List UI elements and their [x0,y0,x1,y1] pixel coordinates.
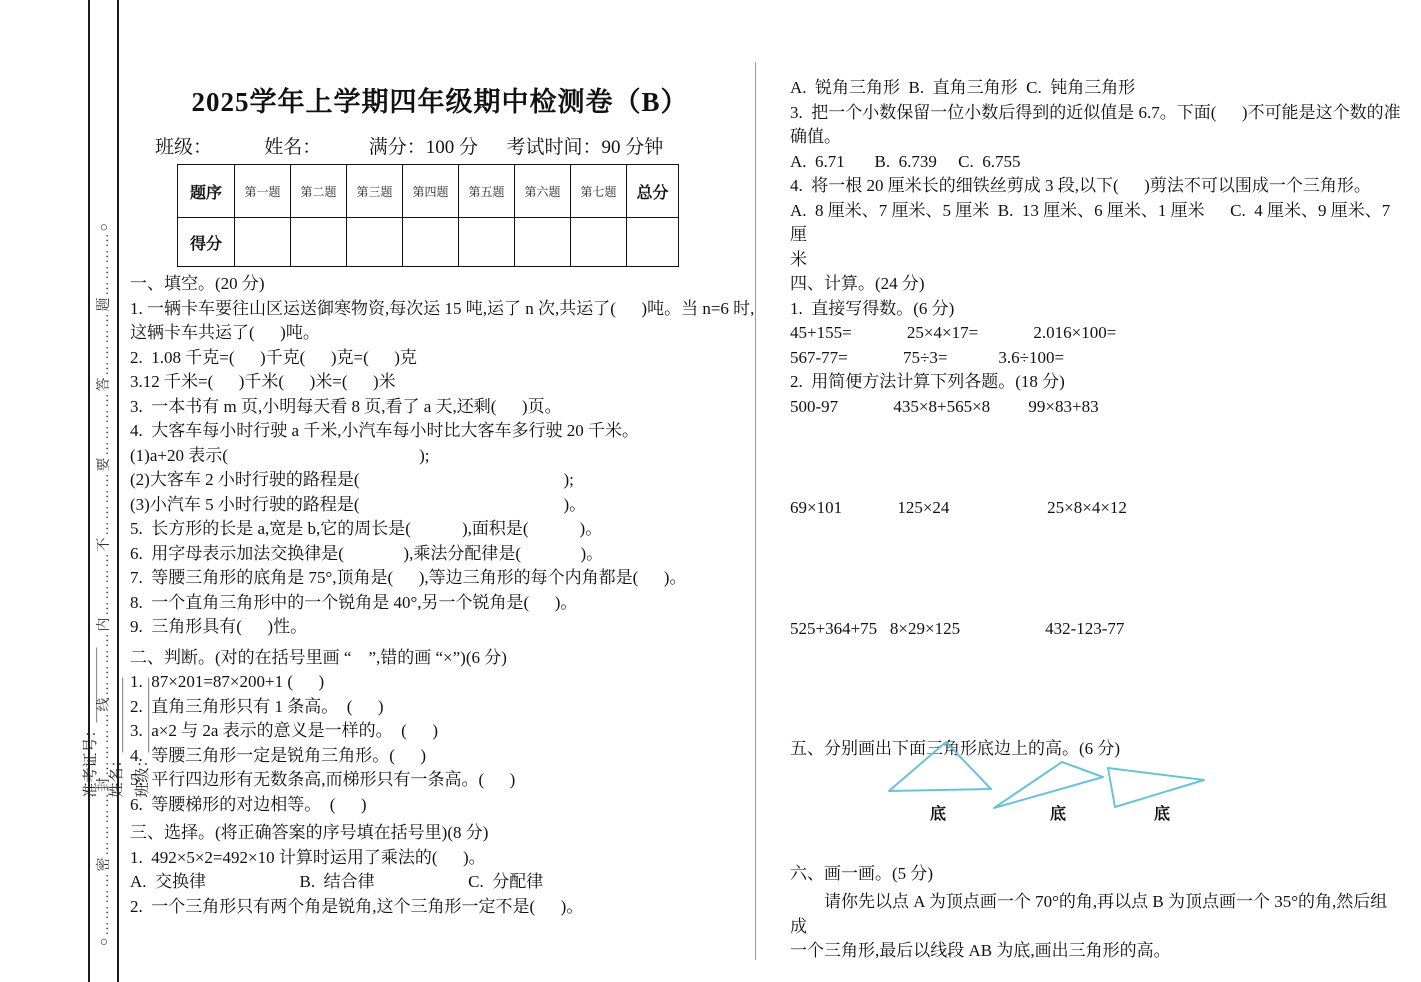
header-info-line: 班级： 姓名： 满分：100 分 考试时间：90 分钟 [155,137,664,158]
choice-options-line: A. 交换律 B. 结合律 C. 分配律 [130,872,544,891]
score-table-cell-q4: 第四题 [403,165,459,218]
score-table-cell-tixu: 题序 [178,165,235,218]
triangle-base-label: 底 [1050,806,1067,823]
exam-text-line: (1)a+20 表示( ); [130,445,430,465]
exam-text-line: 2. 用简便方法计算下列各题。(18 分) [790,372,1065,391]
score-table-header-row [178,165,679,218]
score-cell-empty [459,218,515,267]
exam-text-line: 3. 把一个小数保留一位小数后得到的近似值是 6.7。下面( )不可能是这个数的准 [790,102,1401,122]
triangle-base-label: 底 [930,806,947,823]
score-table-cell-q6: 第六题 [515,165,571,218]
seal-border-line-left [88,0,90,982]
exam-text-line: 3.12 千米=( )千米( )米=( )米 [130,372,396,391]
page-title: 2025学年上学期四年级期中检测卷（B） [191,87,689,117]
score-cell-empty [403,218,459,267]
score-table-cell-q1: 第一题 [235,165,291,218]
choice-options-line: A. 锐角三角形 B. 直角三角形 C. 钝角三角形 [790,78,1136,97]
exam-text-line: 5. 平行四边形有无数条高,而梯形只有一条高。( ) [130,770,516,789]
score-cell-empty [291,218,347,267]
calculation-row: 567-77= 75÷3= 3.6÷100= [790,347,1065,367]
choice-options-line: A. 8 厘米、7 厘米、5 厘米 B. 13 厘米、6 厘米、1 厘米 C. 4 厘米、9 厘米、7 厘 [790,200,1395,244]
score-cell-empty [627,218,679,267]
exam-text-line: 3. a×2 与 2a 表示的意义是一样的。 ( ) [130,721,438,740]
exam-text-line: (2)大客车 2 小时行驶的路程是( ); [130,470,574,489]
exam-text-line: 6. 用字母表示加法交换律是( ),乘法分配律是( )。 [130,543,604,563]
exam-text-line: 8. 一个直角三角形中的一个锐角是 40°,另一个锐角是( )。 [130,592,578,612]
left-column [130,272,758,919]
class-field-label: 班级：＿＿＿＿＿ [135,677,151,798]
exam-text-line: 4. 等腰三角形一定是锐角三角形。( ) [130,745,427,765]
triangle-base-label: 底 [1154,806,1171,823]
exam-text-line: 4. 将一根 20 厘米长的细铁丝剪成 3 段,以下( )剪法不可以围成一个三角形。 [790,176,1371,195]
exam-text-line: 米 [790,249,807,269]
exam-text-line: 2. 1.08 千克=( )千克( )克=( )克 [130,347,417,367]
calculation-row: 525+364+75 8×29×125 432-123-77 [790,618,1125,638]
triangles-figure [848,724,1298,824]
score-table-cell-defen: 得分 [178,218,235,267]
triangle-2 [994,762,1103,808]
exam-text-line: 1. 一辆卡车要往山区运送御寒物资,每次运 15 吨,运了 n 次,共运了( )吨。当 n=6 时, [130,298,755,318]
student-name-field-label: 姓名：＿＿＿＿＿ [109,677,125,798]
exam-text-line: 3. 一本书有 m 页,小明每天看 8 页,看了 a 天,还剩( )页。 [130,396,562,416]
exam-text-line: 1. 直接写得数。(6 分) [790,298,955,318]
section-heading-multiple-choice: 三、选择。(将正确答案的序号填在括号里)(8 分) [130,823,489,842]
triangle-3 [1108,768,1204,807]
exam-text-line: 7. 等腰三角形的底角是 75°,顶角是( ),等边三角形的每个内角都是( )。 [130,568,687,587]
exam-id-field-label: 准考证号：＿＿＿＿＿ [83,647,99,798]
score-table-cell-q7: 第七题 [571,165,627,218]
section-heading-true-false: 二、判断。(对的在括号里画 “ ”,错的画 “×”)(6 分) [130,647,507,667]
right-column [790,76,1404,964]
choice-options-line: A. 6.71 B. 6.739 C. 6.755 [790,151,1021,171]
score-cell-empty [347,218,403,267]
score-table-cell-q2: 第二题 [291,165,347,218]
score-cell-empty [235,218,291,267]
triangle-1 [889,742,991,791]
score-cell-empty [571,218,627,267]
score-table-cell-q5: 第五题 [459,165,515,218]
exam-text-line: 4. 大客车每小时行驶 a 千米,小汽车每小时比大客车多行驶 20 千米。 [130,421,640,440]
score-table-cell-total: 总分 [627,165,679,218]
section-heading-draw: 六、画一画。(5 分) [790,863,934,883]
exam-text-line: 2. 一个三角形只有两个角是锐角,这个三角形一定不是( )。 [130,896,584,916]
exam-text-line: 确值。 [790,127,841,146]
score-table [177,164,679,267]
exam-text-line: 一个三角形,最后以线段 AB 为底,画出三角形的高。 [790,941,1171,960]
calculation-row: 45+155= 25×4×17= 2.016×100= [790,323,1117,342]
exam-text-line: 5. 长方形的长是 a,宽是 b,它的周长是( ),面积是( )。 [130,519,603,538]
exam-text-line: 2. 直角三角形只有 1 条高。 ( ) [130,696,384,716]
score-cell-empty [515,218,571,267]
score-table-cell-q3: 第三题 [347,165,403,218]
score-table-score-row [178,218,679,267]
calculation-row: 69×101 125×24 25×8×4×12 [790,498,1127,517]
exam-text-line: (3)小汽车 5 小时行驶的路程是( )。 [130,494,587,514]
section-heading-draw-heights: 五、分别画出下面三角形底边上的高。(6 分) [790,739,1121,758]
exam-text-line: 这辆卡车共运了( )吨。 [130,323,320,342]
section-heading-calculation: 四、计算。(24 分) [790,274,925,293]
exam-text-line: 1. 492×5×2=492×10 计算时运用了乘法的( )。 [130,847,486,867]
seal-line-text: ○…………密…………封…………线…………内…………不…………要…………答…………题…………○ [97,221,112,946]
exam-text-line: 1. 87×201=87×200+1 ( ) [130,672,325,691]
exam-text-line: 6. 等腰梯形的对边相等。 ( ) [130,794,367,814]
exam-text-line: 请你先以点 A 为顶点画一个 70°的角,再以点 B 为顶点画一个 35°的角,然后组成 [790,892,1388,936]
section-heading-fill-blanks: 一、填空。(20 分) [130,274,265,293]
calculation-row: 500-97 435×8+565×8 99×83+83 [790,396,1099,416]
exam-text-line: 9. 三角形具有( )性。 [130,617,308,636]
